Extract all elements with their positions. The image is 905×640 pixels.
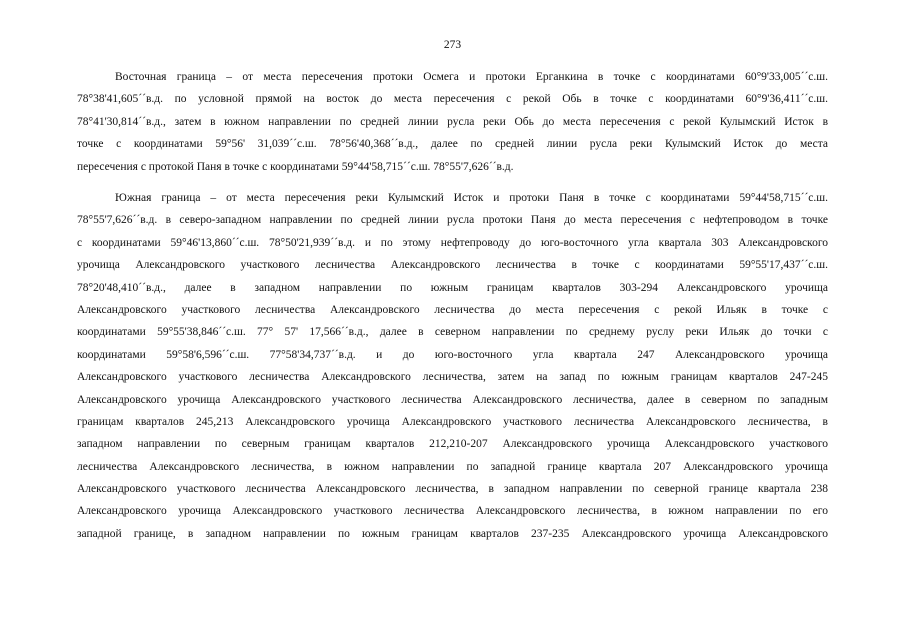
text-line: координатами 59°58'6,596´´с.ш. 77°58'34,737´´в.д. и до юго-восточного угла квартала 247 Александровского урочища (77, 348, 828, 361)
text-line: 78°41'30,814´´в.д., затем в южном направлении по средней линии русла реки Обь до места пересечения с рекой Кулымский Исток в (77, 115, 828, 128)
paragraph-eastern-boundary (77, 66, 828, 178)
text-line: западном направлении по северным границам кварталов 212,210-207 Александровского урочища Александровского участкового (77, 438, 828, 451)
text-line: пересечения с протокой Паня в точке с координатами 59°44'58,715´´с.ш. 78°55'7,626´´в.д. (77, 160, 514, 173)
text-line: Александровского участкового лесничества Александровского лесничества, в западном направлении по северной границе квартала 238 (77, 483, 828, 496)
text-line: границам кварталов 245,213 Александровского урочища Александровского участкового лесничества Александровского лесничества, в (77, 415, 828, 428)
page-number: 273 (443, 39, 462, 51)
text-line: 78°38'41,605´´в.д. по условной прямой на восток до места пересечения с рекой Обь в точке с координатами 60°9'36,411´´с.ш. (77, 93, 828, 106)
text-line: координатами 59°55'38,846´´с.ш. 77° 57' 17,566´´в.д., далее в северном направлении по среднему руслу реки Ильяк до точки с (77, 326, 828, 339)
text-line: точке с координатами 59°56' 31,039´´с.ш. 78°56'40,368´´в.д., далее по средней линии русла реки Кулымский Исток до места (77, 138, 828, 151)
text-line: Александровского участкового лесничества Александровского лесничества, затем на запад по южным границам кварталов 247-245 (77, 371, 828, 384)
text-line: западной границе, в западном направлении по южным границам кварталов 237-235 Александровского урочища Александровского (77, 527, 828, 540)
text-line: 78°55'7,626´´в.д. в северо-западном направлении по средней линии русла протоки Паня до места пересечения с нефтепроводом в точке (77, 214, 828, 227)
text-line: 78°20'48,410´´в.д., далее в западном направлении по южным границам кварталов 303-294 Александровского урочища (77, 281, 828, 294)
text-line: с координатами 59°46'13,860´´с.ш. 78°50'21,939´´в.д. и по этому нефтепроводу до юго-восточного угла квартала 303 Александровского (77, 236, 828, 249)
paragraph-southern-boundary (77, 187, 828, 545)
text-line: Восточная граница – от места пересечения протоки Осмега и протоки Ерганкина в точке с координатами 60°9'33,005´´с.ш. (115, 71, 828, 83)
text-line: Александровского участкового лесничества Александровского лесничества до места пересечения с рекой Ильяк в точке с (77, 303, 828, 316)
text-line: Южная граница – от места пересечения реки Кулымский Исток и протоки Паня в точке с координатами 59°44'58,715´´с.ш. (115, 192, 828, 204)
text-line: Александровского урочища Александровского участкового лесничества Александровского лесничества, далее в северном по западным (77, 393, 828, 406)
text-line: лесничества Александровского лесничества, в южном направлении по западной границе квартала 207 Александровского урочища (77, 460, 828, 473)
text-line: Александровского урочища Александровского участкового лесничества Александровского лесничества, в южном направлении по его (77, 505, 828, 518)
text-line: урочища Александровского участкового лесничества Александровского лесничества в точке с координатами 59°55'17,437´´с.ш. (77, 259, 828, 272)
